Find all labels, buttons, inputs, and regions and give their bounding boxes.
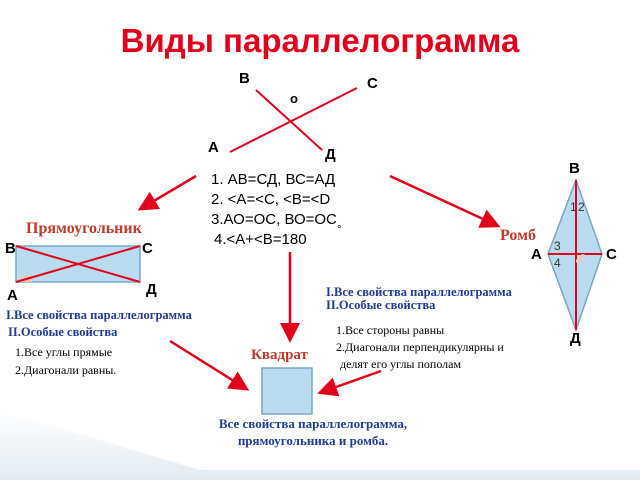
rhombus-item-3: делят его углы пополам	[340, 357, 462, 371]
square-title: Квадрат	[251, 347, 308, 363]
degree-mark: °	[337, 224, 342, 236]
page-title: Виды параллелограмма	[120, 22, 520, 59]
square-caption-line-1: Все свойства параллелограмма,	[218, 416, 408, 431]
rhombus-item-2: 2.Диагонали перпендикулярны и	[336, 340, 504, 354]
rectangle-title: Прямоугольник	[26, 220, 142, 237]
rectangle-vertex-c: С	[142, 240, 153, 257]
property-1: 1. АВ=СД, ВС=АД	[211, 171, 336, 188]
vertex-c-label: С	[367, 75, 378, 92]
rhombus-angle-1: 1	[570, 200, 577, 214]
rhombus-title: Ромб	[500, 227, 536, 244]
rectangle-vertex-d: Д	[146, 281, 157, 298]
arrow-to-rectangle	[142, 176, 196, 208]
rhombus-vertex-c: С	[606, 246, 617, 263]
rectangle-section-1: I.Все свойства параллелограмма	[6, 308, 192, 322]
arrow-to-rhombus	[390, 176, 496, 225]
arrow-rhombus-to-square	[322, 371, 381, 392]
rectangle-item-1: 1.Все углы прямые	[15, 345, 113, 359]
vertex-b-label: В	[239, 70, 250, 87]
diagonal-bd	[256, 90, 322, 150]
arrow-rectangle-to-square	[170, 341, 245, 388]
rhombus-angle-4: 4	[554, 256, 561, 270]
property-4: 4.<А+<В=180	[214, 231, 307, 248]
property-3: 3.АО=ОС, ВО=ОС	[211, 211, 337, 228]
square-shape	[262, 368, 312, 414]
rhombus-angle-3: 3	[554, 239, 561, 253]
rhombus-vertex-a: А	[531, 246, 542, 263]
rhombus-angle-2: 2	[578, 200, 585, 214]
vertex-d-label: Д	[325, 146, 336, 163]
rhombus-item-1: 1.Все стороны равны	[336, 323, 445, 337]
rectangle-item-2: 2.Диагонали равны.	[15, 363, 117, 377]
square-caption-line-2: прямоугольника и ромба.	[237, 433, 389, 448]
rhombus-section-1: I.Все свойства параллелограмма	[326, 285, 512, 299]
rhombus-section-2: II.Особые свойства	[326, 298, 436, 312]
rectangle-vertex-b: В	[5, 240, 16, 257]
vertex-a-label: А	[208, 139, 219, 156]
vertex-o-label: о	[290, 91, 298, 106]
rectangle-section-2: II.Особые свойства	[8, 325, 118, 339]
property-2: 2. <А=<С, <В=<D	[211, 191, 331, 208]
rhombus-vertex-d: Д	[570, 330, 581, 347]
rectangle-vertex-a: А	[7, 287, 18, 304]
rhombus-vertex-b: В	[569, 160, 580, 177]
